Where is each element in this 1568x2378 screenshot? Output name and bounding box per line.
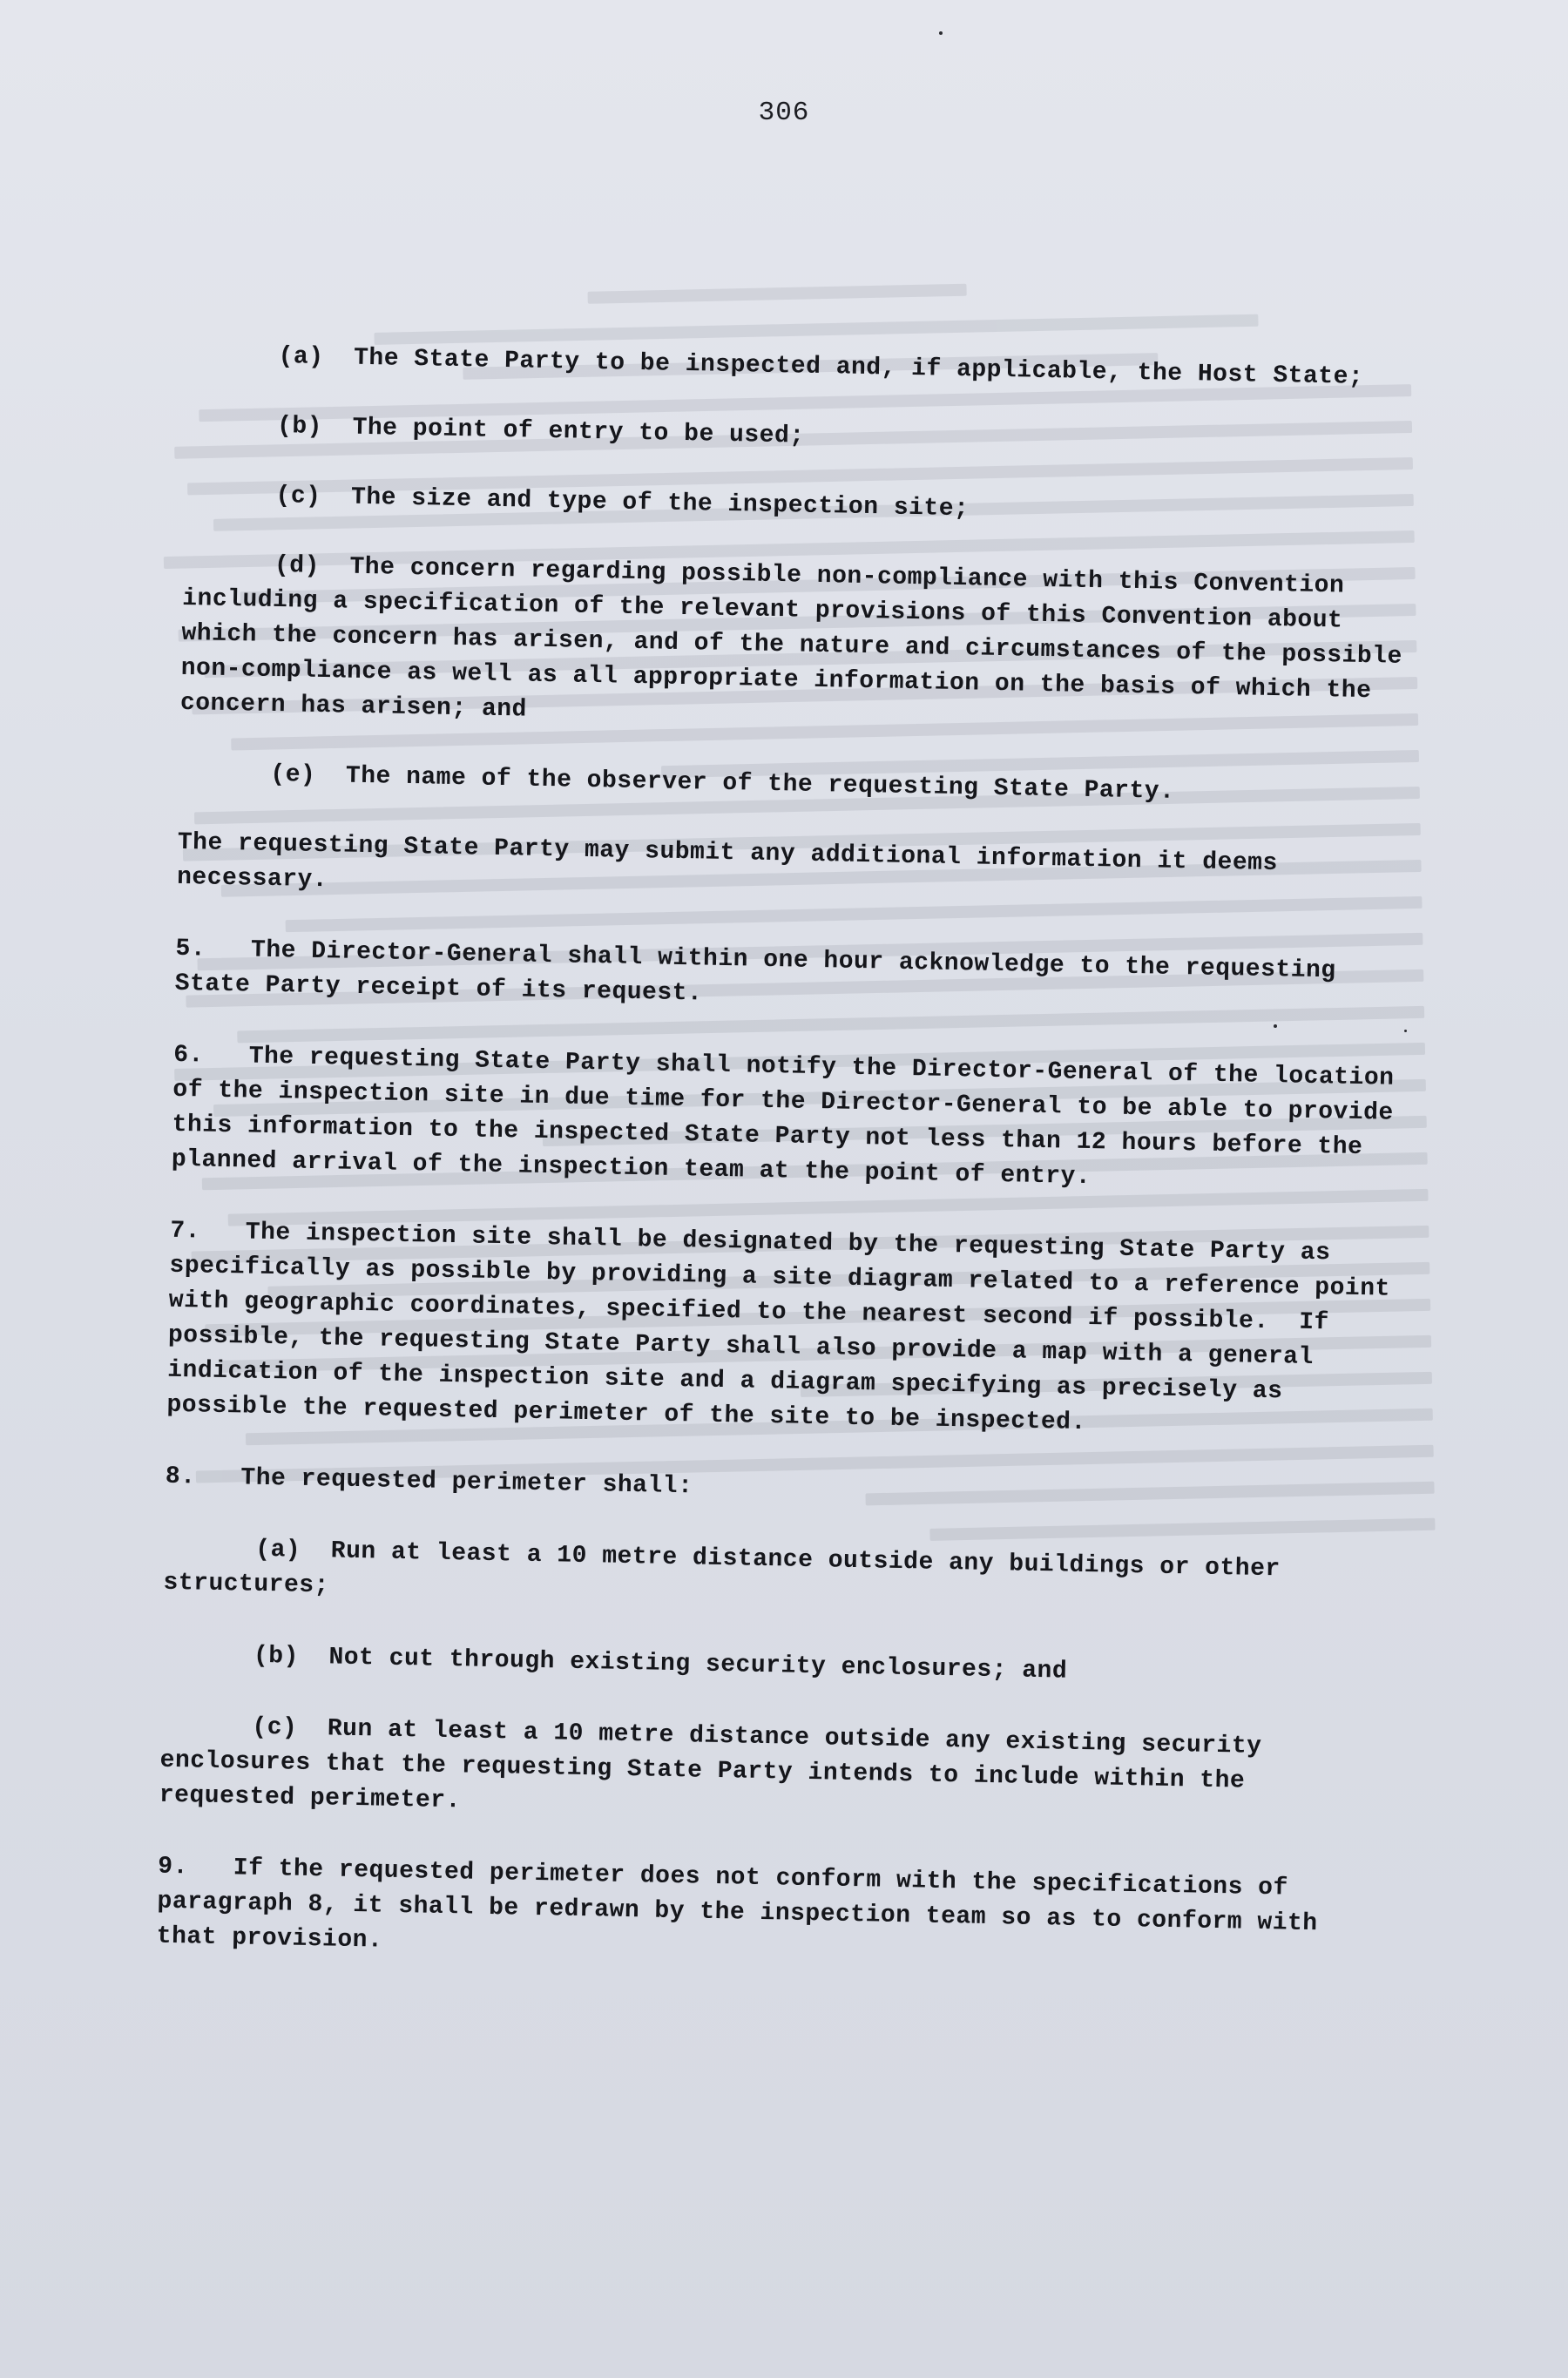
paragraph-5: 5. The Director-General shall within one hour acknowledge to the requesting State Party receipt of its request. [174,935,1352,1008]
paragraph-8: 8. The requested perimeter shall: [165,1463,693,1501]
paragraph-8-item-a: (a) Run at least a 10 metre distance outside any buildings or other structures; [163,1536,1296,1600]
paragraph-9: 9. If the requested perimeter does not conform with the specifications of paragraph 8, it shall be redrawn by the inspection team so as to conform with that provision. [156,1853,1334,1955]
scan-speck [1274,1024,1277,1028]
scan-speck [939,31,943,35]
list-item-a: (a) The State Party to be inspected and, if applicable, the Host State; [278,343,1364,391]
list-item-b: (b) The point of entry to be used; [276,413,805,450]
list-item-e: (e) The name of the observer of the requesting State Party. [270,760,1175,806]
paragraph-7: 7. The inspection site shall be designated by the requesting State Party as specifically as possible by providing a site diagram related to a reference point with geographic coordinates, specified to the nearest second if possible. If possible, the requesting State Party shall also provide a map with a general indication of the inspection site and a diagram specifying as precisely as possible the requested perimeter of the site to be inspected. [166,1217,1406,1437]
paragraph-8-item-c: (c) Run at least a 10 metre distance outside any existing security enclosures that the requesting State Party intends to include within the requested perimeter. [159,1713,1278,1815]
list-item-d: (d) The concern regarding possible non-compliance with this Convention including a specification of the relevant provisions of this Convention about which the concern has arisen, and of the nature and circumstances of the possible non-compliance as well as all appropriate information on the basis of which the concern has arisen; and [179,551,1418,724]
paragraph-4-tail: The requesting State Party may submit any additional information it deems necessary. [176,828,1294,895]
page-number: 306 [758,98,810,128]
scan-speck [1404,1030,1407,1032]
paragraph-8-item-b: (b) Not cut through existing security enclosures; and [253,1642,1068,1686]
document-body [156,338,1418,1978]
paragraph-6: 6. The requesting State Party shall notify the Director-General of the location of the inspection site in due time for the Director-General to be able to provide this information to the inspected State Party not less than 12 hours before the planned arrival of the inspection team at the point of entry. [171,1041,1410,1192]
list-item-c: (c) The size and type of the inspection site; [275,482,970,524]
